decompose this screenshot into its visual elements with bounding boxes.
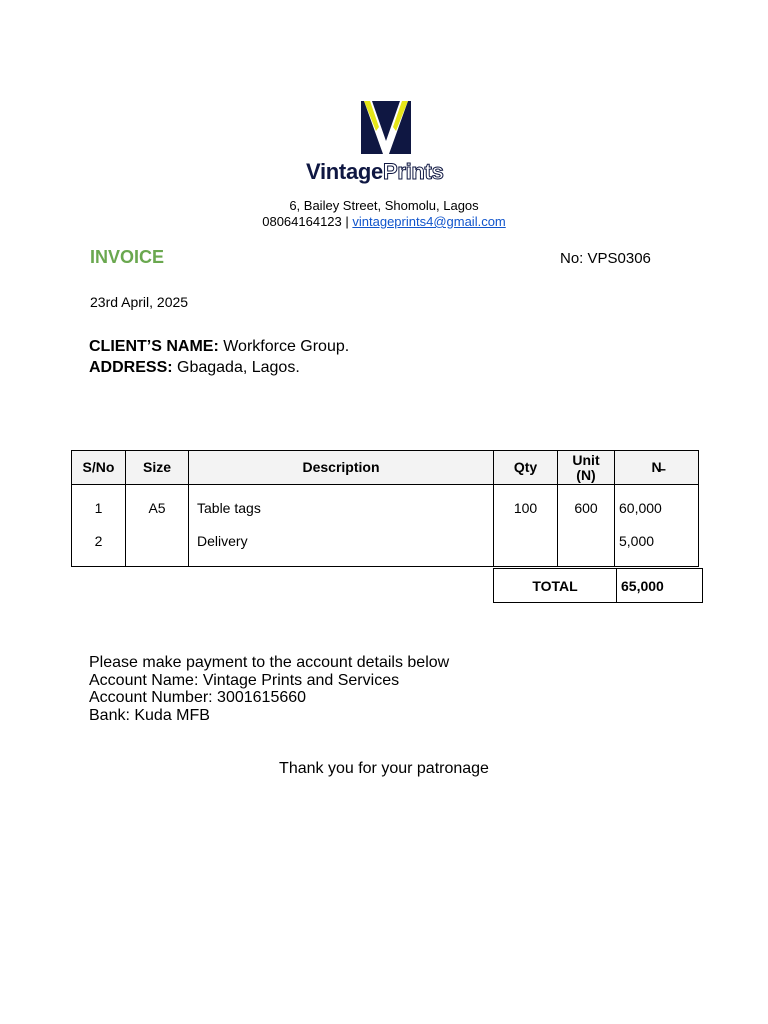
thank-you-note: Thank you for your patronage bbox=[279, 760, 489, 777]
company-phone: 08064164123 bbox=[262, 214, 342, 229]
table-header-row bbox=[72, 451, 699, 485]
cell-description: Delivery bbox=[189, 533, 494, 567]
col-header-unit-line2: (N) bbox=[576, 466, 596, 483]
client-address-label: ADDRESS: bbox=[89, 359, 173, 376]
v-monogram-icon bbox=[361, 101, 411, 154]
client-name bbox=[89, 338, 349, 356]
col-header-amount: N̶ bbox=[615, 451, 699, 485]
company-address: 6, Bailey Street, Shomolu, Lagos bbox=[289, 198, 479, 213]
cell-qty bbox=[494, 533, 558, 567]
contact-separator: | bbox=[341, 214, 353, 229]
invoice-number: No: VPS0306 bbox=[560, 250, 651, 267]
logo-word-part2: Prints bbox=[382, 159, 444, 184]
cell-description: Table tags bbox=[189, 485, 494, 534]
cell-size bbox=[126, 533, 189, 567]
total-value: 65,000 bbox=[617, 569, 703, 603]
col-header-unit-line1: Unit bbox=[572, 451, 600, 468]
logo-word-part1: Vintage bbox=[306, 159, 383, 184]
client-address-value: Gbagada, Lagos. bbox=[172, 359, 300, 376]
payment-account-name: Account Name: Vintage Prints and Services bbox=[89, 672, 400, 689]
col-header-unit bbox=[558, 451, 615, 485]
cell-size: A5 bbox=[126, 485, 189, 534]
payment-bank: Bank: Kuda MFB bbox=[89, 707, 210, 724]
total-row bbox=[494, 569, 703, 603]
cell-unit: 600 bbox=[558, 485, 615, 534]
cell-sno: 1 bbox=[72, 485, 126, 534]
company-contact bbox=[0, 214, 768, 229]
cell-amount: 60,000 bbox=[615, 485, 699, 534]
total-box bbox=[493, 568, 703, 603]
col-header-size: Size bbox=[126, 451, 189, 485]
cell-unit bbox=[558, 533, 615, 567]
invoice-title: INVOICE bbox=[90, 247, 165, 267]
table-row bbox=[72, 533, 699, 567]
total-label: TOTAL bbox=[494, 569, 617, 603]
invoice-date: 23rd April, 2025 bbox=[90, 294, 189, 310]
cell-amount: 5,000 bbox=[615, 533, 699, 567]
col-header-qty: Qty bbox=[494, 451, 558, 485]
cell-qty: 100 bbox=[494, 485, 558, 534]
items-table bbox=[71, 450, 699, 567]
client-name-label: CLIENT’S NAME: bbox=[89, 338, 219, 355]
payment-account-number: Account Number: 3001615660 bbox=[89, 689, 307, 706]
table-row bbox=[72, 485, 699, 534]
company-logo-wordmark bbox=[306, 159, 466, 185]
client-name-value: Workforce Group. bbox=[218, 338, 350, 355]
payment-intro: Please make payment to the account details below bbox=[89, 654, 450, 671]
cell-sno: 2 bbox=[72, 533, 126, 567]
client-address bbox=[89, 359, 300, 377]
company-email-link[interactable]: vintageprints4@gmail.com bbox=[352, 214, 506, 229]
col-header-sno: S/No bbox=[72, 451, 126, 485]
col-header-description: Description bbox=[189, 451, 494, 485]
